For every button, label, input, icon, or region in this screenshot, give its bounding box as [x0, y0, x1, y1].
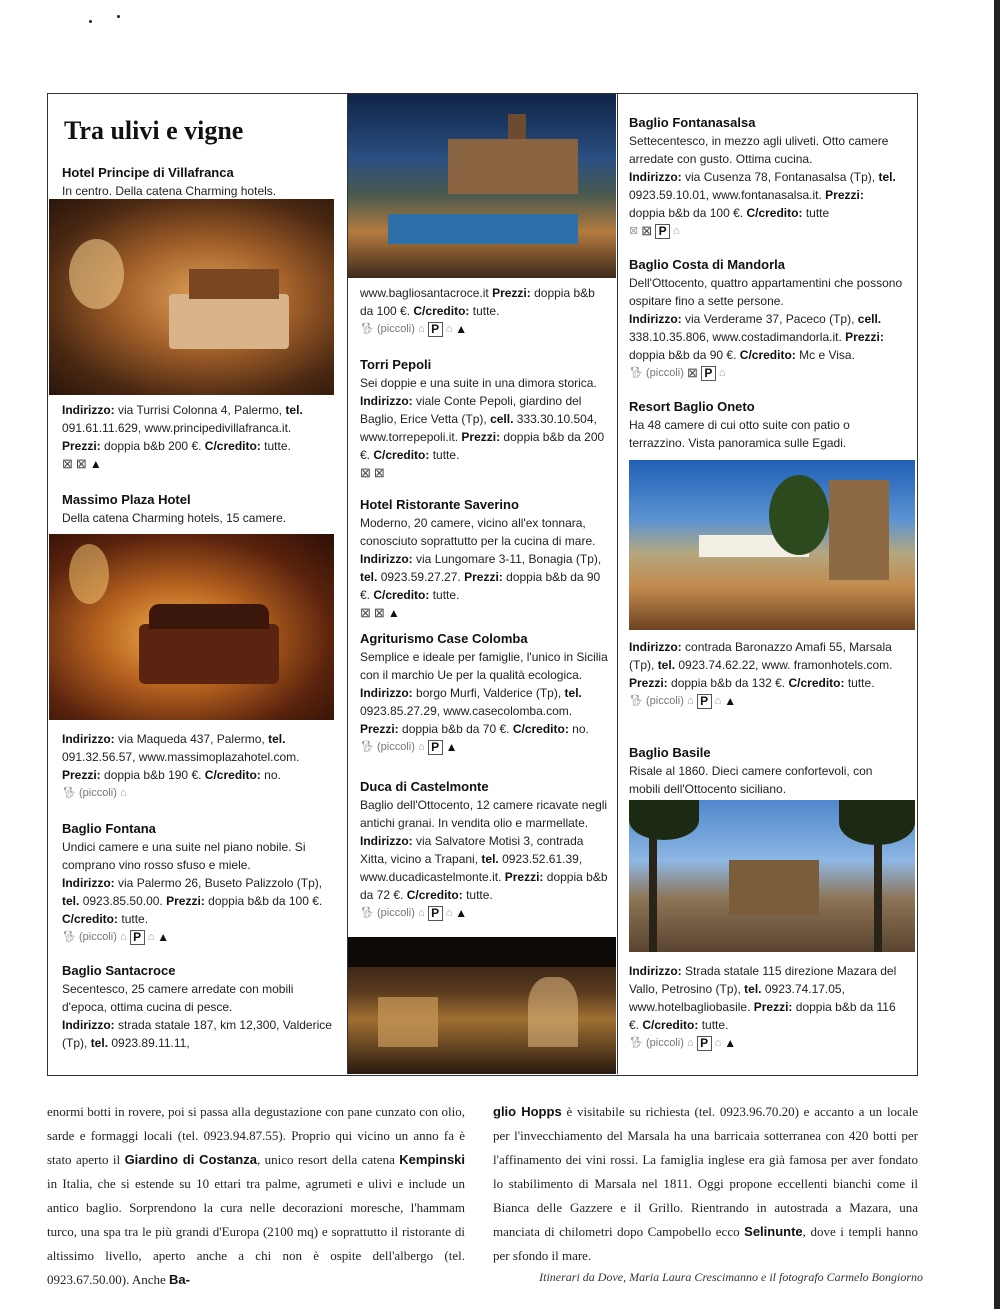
amenity-icons: [629, 222, 903, 240]
place-name: glio Hopps: [493, 1104, 562, 1119]
garden-icon: ⌂: [119, 787, 127, 800]
listing-costa-mandorla: Baglio Costa di Mandorla Dell'Ottocento, quattro appartamentini che possono ospitare fino a sette persone. Indirizzo: via Verderame 37, Paceco (Tp), cell. 338.10.35.806, www.costadimandorla.it. Prezzi: doppia b&b da 90 €. C/credito: Mc e Visa. 🐕︎ (piccoli) ⊠ P ⌂: [629, 257, 903, 381]
listing-fontanasalsa: Baglio Fontanasalsa Settecentesco, in mezzo agli uliveti. Otto camere arredate con gusto. Ottima cucina. Indirizzo: via Cusenza 78, Fontanasalsa (Tp), tel. 0923.59.10.01, www.fontanasalsa.it. Prezzi: doppia b&b da 100 €. C/credito: tutte ⊠ ⊠ P ⌂: [629, 114, 903, 240]
no-dog-icon: ⊠: [360, 605, 371, 621]
amenity-icons: 🐕︎ (piccoli) ⌂: [62, 784, 339, 802]
article-column-left: enormi botti in rovere, poi si passa alla degustazione con pane cunzato con olio, sarde e formaggi locali (tel. 0923.94.87.55). Proprio qui vicino un anno fa è stato aperto il Giardino di Costanza, unico resort della catena Kempinski in Italia, che si estende su 10 ettari tra palme, agrumeti e ulivi e include un antico baglio. Sorprendono la cura nelle decorazioni moresche, l'hammam turco, una spa tra le più grandi d'Europa (2100 mq) e soprattutto il ristorante di altissimo livello, aperto anche a chi non è ospite dell'albergo (tel. 0923.67.50.00). Anche Ba-: [47, 1104, 466, 1287]
garden-icon: ⌂: [445, 907, 453, 920]
listing-massimo-details: Indirizzo: via Maqueda 437, Palermo, tel. 091.32.56.57, www.massimoplazahotel.com. Prezzi: doppia b&b 190 €. C/credito: no. 🐕︎ (piccoli) ⌂: [62, 730, 339, 802]
place-name: Giardino di Costanza: [124, 1152, 257, 1167]
hotel-description: In centro. Della catena Charming hotels.: [62, 184, 277, 198]
amenity-icons: 🐕︎ (piccoli) ⌂ P ⌂ ▲: [360, 321, 468, 337]
no-dog-icon: ⊠: [62, 456, 73, 472]
hotel-name: Baglio Costa di Mandorla: [629, 257, 786, 272]
parking-icon: P: [697, 1036, 712, 1051]
dog-icon: 🐕︎: [629, 367, 643, 380]
place-name: Kempinski: [399, 1152, 466, 1167]
hotel-description: Della catena Charming hotels, 15 camere.: [62, 511, 287, 525]
garden-icon: ⌂: [147, 931, 155, 944]
hotel-name: Baglio Fontana: [62, 821, 156, 836]
amenity-icons: [62, 455, 339, 473]
parking-icon: P: [697, 694, 712, 709]
listing-santacroce-continued: www.bagliosantacroce.it Prezzi: doppia b&b da 100 €. C/credito: tutte. 🐕︎ (piccoli) ⌂ P ⌂ ▲: [360, 284, 609, 338]
hotel-description: Undici camere e una suite nel piano nobile. Si comprano vino rosso sfuso e miele.: [62, 840, 306, 872]
hotel-description: Settecentesco, in mezzo agli uliveti. Otto camere arredate con gusto. Ottima cucina.: [629, 134, 889, 166]
parking-icon: P: [428, 906, 443, 921]
scan-speck: [89, 20, 92, 23]
air-conditioning-icon: ▲: [445, 740, 458, 755]
listing-baglio-santacroce: Baglio Santacroce Secentesco, 25 camere arredate con mobili d'epoca, ottima cucina di pesce. Indirizzo: strada statale 187, km 12,300, Valderice (Tp), tel. 0923.89.11.11,: [62, 962, 339, 1052]
amenity-icons: [360, 604, 609, 622]
article-column-right: glio Hopps è visitabile su richiesta (tel. 0923.96.70.20) e accanto a un locale per l'invecchiamento del Marsala ha una barricaia sotterranea con 420 botti per l'affinamento dei vini rossi. La famiglia inglese era già famosa per aver fondato lo stabilimento di Marsala nel 1811. Oggi propone eccellenti bianchi come il Bianca delle Gazzere e il Grillo. Rientrando in autostrada a Mazara, una manciata di chilometri dopo Campobello ecco Selinunte, dove i templi hanno per sfondo il mare.: [493, 1104, 919, 1263]
hotel-name: Agriturismo Case Colomba: [360, 631, 528, 646]
air-conditioning-icon: ▲: [455, 906, 468, 921]
air-conditioning-icon: ▲: [387, 606, 400, 621]
listing-baglio-basile-details: Indirizzo: Strada statale 115 direzione Mazara del Vallo, Petrosino (Tp), tel. 0923.74.17.05, www.hotelbagliobasile. Prezzi: doppia b&b da 116 €. C/credito: tutte. 🐕︎ (piccoli) ⌂ P ⌂ ▲: [629, 962, 903, 1052]
photo-palm-courtyard: [629, 800, 915, 952]
parking-icon: P: [428, 740, 443, 755]
listing-villafranca-header: [62, 164, 339, 200]
photo-resort-courtyard: [629, 460, 915, 630]
garden-icon: ⌂: [718, 367, 726, 380]
hotel-description: Moderno, 20 camere, vicino all'ex tonnara, conosciuto soprattutto per la cucina di mare.: [360, 516, 596, 548]
hotel-description: Sei doppie e una suite in una dimora storica.: [360, 376, 597, 390]
dog-icon: 🐕︎: [62, 787, 76, 800]
listing-saverino: Hotel Ristorante Saverino Moderno, 20 camere, vicino all'ex tonnara, conosciuto soprattutto per la cucina di mare. Indirizzo: via Lungomare 3-11, Bonagia (Tp), tel. 0923.59.27.27. Prezzi: doppia b&b da 90 €. C/credito: tutte. ⊠ ⊠ ▲: [360, 496, 609, 622]
place-name: Ba-: [169, 1272, 190, 1287]
amenity-icons: 🐕︎ (piccoli) ⊠ P ⌂: [629, 365, 726, 381]
listing-baglio-fontana: Baglio Fontana Undici camere e una suite nel piano nobile. Si comprano vino rosso sfuso e miele. Indirizzo: via Palermo 26, Buseto Palizzolo (Tp), tel. 0923.85.50.00. Prezzi: doppia b&b da 100 €. C/credito: tutte. 🐕︎ (piccoli) ⌂ P ⌂ ▲: [62, 820, 339, 946]
hotel-description: Ha 48 camere di cui otto suite con patio o terrazzino. Vista panoramica sulle Egadi.: [629, 418, 850, 450]
dog-icon: 🐕︎: [360, 741, 374, 754]
parking-icon: P: [701, 366, 716, 381]
hotel-description: Baglio dell'Ottocento, 12 camere ricavate negli antichi granai. In vendita olio e marmellate.: [360, 798, 608, 830]
air-conditioning-icon: ▲: [724, 1036, 737, 1051]
listing-baglio-basile-header: [629, 744, 903, 798]
parking-icon: P: [130, 930, 145, 945]
hotel-name: Resort Baglio Oneto: [629, 399, 755, 414]
garden-icon: ⌂: [686, 695, 694, 708]
hotel-name: Massimo Plaza Hotel: [62, 492, 191, 507]
hotel-description: Semplice e ideale per famiglie, l'unico in Sicilia con il marchio Ue per la qualità ecologica.: [360, 650, 608, 682]
no-smoking-icon: ⊠: [373, 465, 385, 481]
hotel-listing-box: [47, 93, 918, 1076]
dog-icon: 🐕︎: [360, 907, 374, 920]
garden-icon: ⌂: [714, 695, 722, 708]
listing-massimo-header: [62, 491, 339, 527]
air-conditioning-icon: ▲: [157, 930, 170, 945]
amenity-icons: 🐕︎ (piccoli) ⌂ P ⌂ ▲: [629, 1035, 737, 1051]
no-dog-icon: ⊠: [360, 465, 371, 481]
air-conditioning-icon: ▲: [89, 457, 102, 472]
section-title: Tra ulivi e vigne: [64, 116, 244, 145]
amenity-icons: [360, 464, 609, 482]
listing-baglio-oneto-details: Indirizzo: contrada Baronazzo Amafi 55, Marsala (Tp), tel. 0923.74.62.22, www. framonhotels.com. Prezzi: doppia b&b da 132 €. C/credito: tutte. 🐕︎ (piccoli) ⌂ P ⌂ ▲: [629, 638, 903, 710]
garden-icon: ⌂: [445, 323, 453, 336]
no-dog-icon: ⊠: [629, 225, 639, 238]
listing-column-2: [348, 94, 618, 1074]
hotel-name: Baglio Santacroce: [62, 963, 176, 978]
garden-icon: ⌂: [686, 1037, 694, 1050]
dog-icon: 🐕︎: [629, 695, 643, 708]
scan-edge: [994, 0, 1000, 1309]
listing-villafranca-details: Indirizzo: via Turrisi Colonna 4, Palermo, tel. 091.61.11.629, www.principedivillafranca.it. Prezzi: doppia b&b 200 €. C/credito: tutte. ⊠ ⊠ ▲: [62, 401, 339, 473]
dog-icon: 🐕︎: [629, 1037, 643, 1050]
hotel-name: Torri Pepoli: [360, 357, 432, 372]
listing-column-1: [48, 94, 348, 1074]
listing-column-3: [618, 94, 917, 1074]
dog-icon: 🐕︎: [62, 931, 76, 944]
garden-icon: ⌂: [119, 931, 127, 944]
no-smoking-icon: ⊠: [686, 365, 698, 381]
no-smoking-icon: ⊠: [641, 223, 653, 239]
hotel-name: Baglio Fontanasalsa: [629, 115, 756, 130]
garden-icon: ⌂: [417, 907, 425, 920]
listing-castelmonte: Duca di Castelmonte Baglio dell'Ottocento, 12 camere ricavate negli antichi granai. In vendita olio e marmellate. Indirizzo: via Salvatore Motisi 3, contrada Xitta, vicino a Trapani, tel. 0923.52.61.39, www.ducadicastelmonte.it. Prezzi: doppia b&b da 72 €. C/credito: tutte. 🐕︎ (piccoli) ⌂ P ⌂ ▲: [360, 779, 608, 921]
garden-icon: ⌂: [673, 225, 680, 238]
article-credit: Itinerari da Dove, Maria Laura Crescimanno e il fotografo Carmelo Bongiorno: [539, 1270, 923, 1284]
photo-rustic-hall: [348, 937, 616, 1074]
amenity-icons: 🐕︎ (piccoli) ⌂ P ▲: [360, 739, 458, 755]
amenity-icons: 🐕︎ (piccoli) ⌂ P ⌂ ▲: [629, 693, 737, 709]
hotel-name: Baglio Basile: [629, 745, 711, 760]
hotel-description: Secentesco, 25 camere arredate con mobili d'epoca, ottima cucina di pesce.: [62, 982, 294, 1014]
parking-icon: P: [655, 224, 670, 239]
hotel-name: Duca di Castelmonte: [360, 779, 489, 794]
garden-icon: ⌂: [714, 1037, 722, 1050]
listing-baglio-oneto-header: [629, 398, 903, 452]
garden-icon: ⌂: [417, 741, 425, 754]
dog-icon: 🐕︎: [360, 323, 374, 336]
air-conditioning-icon: ▲: [455, 322, 468, 337]
hotel-name: Hotel Ristorante Saverino: [360, 497, 519, 512]
scan-speck: [117, 15, 120, 18]
no-smoking-icon: ⊠: [75, 456, 87, 472]
photo-castle-pool: [348, 94, 616, 278]
air-conditioning-icon: ▲: [724, 694, 737, 709]
amenity-icons: 🐕︎ (piccoli) ⌂ P ⌂ ▲: [360, 905, 468, 921]
no-smoking-icon: ⊠: [373, 605, 385, 621]
place-name: Selinunte: [744, 1224, 803, 1239]
hotel-name: Hotel Principe di Villafranca: [62, 165, 234, 180]
garden-icon: ⌂: [417, 323, 425, 336]
hotel-description: Risale al 1860. Dieci camere confortevoli, con mobili dell'Ottocento siciliano.: [629, 764, 873, 796]
photo-hotel-room: [49, 199, 334, 395]
listing-torri-pepoli: Torri Pepoli Sei doppie e una suite in una dimora storica. Indirizzo: viale Conte Pepoli, giardino del Baglio, Erice Vetta (Tp), cell. 333.30.10.504, www.torrepepoli.it. Prezzi: doppia b&b da 200 €. C/credito: tutte. ⊠ ⊠: [360, 356, 609, 482]
hotel-description: Dell'Ottocento, quattro appartamentini che possono ospitare fino a sette persone.: [629, 276, 903, 308]
parking-icon: P: [428, 322, 443, 337]
amenity-icons: 🐕︎ (piccoli) ⌂ P ⌂ ▲: [62, 929, 170, 945]
listing-case-colomba: Agriturismo Case Colomba Semplice e ideale per famiglie, l'unico in Sicilia con il marchio Ue per la qualità ecologica. Indirizzo: borgo Murfi, Valderice (Tp), tel. 0923.85.27.29, www.casecolomba.com. Prezzi: doppia b&b da 70 €. C/credito: no. 🐕︎ (piccoli) ⌂ P ▲: [360, 631, 608, 755]
photo-hotel-bedroom: [49, 534, 334, 720]
